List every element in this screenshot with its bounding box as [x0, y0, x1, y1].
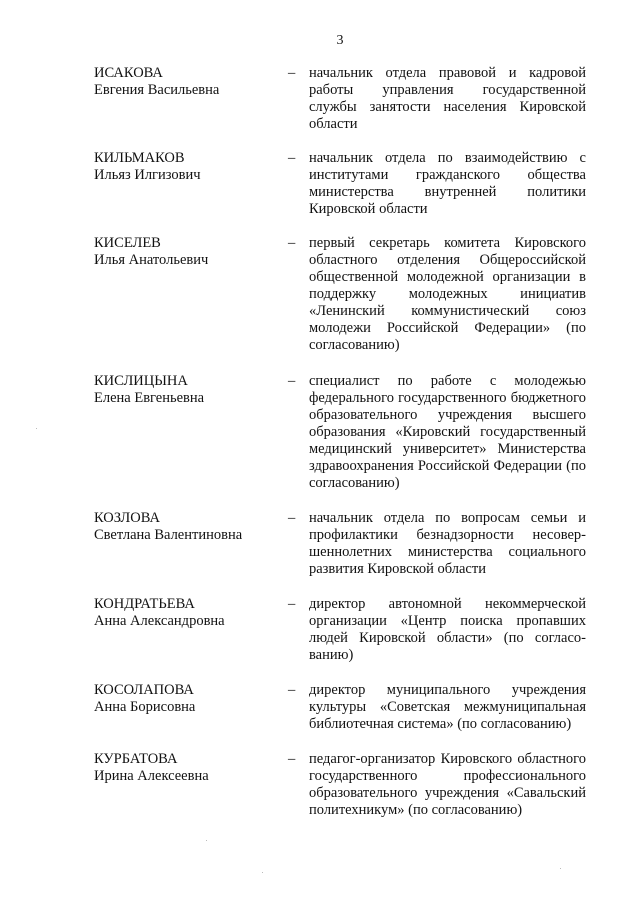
dash-separator: –: [288, 682, 296, 698]
member-name: [94, 682, 274, 716]
member-role: директор автономной некоммерческой организации «Центр поиска пропавших людей Кировской области» (по согласованию): [309, 596, 586, 663]
member-given-name: Елена Евгеньевна: [94, 390, 205, 406]
scan-speck: [560, 868, 561, 869]
member-surname: КИСЛИЦЫНА: [94, 373, 188, 389]
member-name: [94, 596, 274, 630]
member-role: начальник отдела по вопросам семьи и профилактики безнадзорности несовершеннолетних министерства социального развития Кировской области: [309, 510, 586, 577]
scan-speck: [36, 428, 37, 429]
member-surname: ИСАКОВА: [94, 65, 163, 81]
dash-separator: –: [288, 373, 296, 389]
member-role: начальник отдела правовой и кадровой работы управления государственной службы занятости населения Кировской области: [309, 65, 586, 132]
dash-separator: –: [288, 596, 296, 612]
dash-separator: –: [288, 65, 296, 81]
scan-speck: [206, 840, 207, 841]
member-surname: КИСЕЛЕВ: [94, 235, 161, 251]
page-number: 3: [336, 33, 344, 48]
member-surname: КОЗЛОВА: [94, 510, 160, 526]
member-given-name: Илья Анатольевич: [94, 252, 209, 268]
member-given-name: Светлана Валентиновна: [94, 527, 243, 543]
member-given-name: Анна Борисовна: [94, 699, 196, 715]
member-role: начальник отдела по взаимодействию с институтами гражданского общества министерства внутренней политики Кировской области: [309, 150, 586, 217]
member-name: [94, 150, 274, 184]
member-given-name: Анна Александровна: [94, 613, 225, 629]
member-name: [94, 751, 274, 785]
dash-separator: –: [288, 751, 296, 767]
member-name: [94, 373, 274, 407]
dash-separator: –: [288, 510, 296, 526]
member-name: [94, 235, 274, 269]
member-given-name: Евгения Васильевна: [94, 82, 220, 98]
member-name: [94, 65, 274, 99]
member-role: директор муниципального учреждения культуры «Советская межмуниципальная библиотечная система» (по согласованию): [309, 682, 586, 732]
member-role: специалист по работе с молодежью федерального государственного бюджетного образовательного учреждения высшего образования «Кировский государственный медицинский университет» Министерства здравоохранения Российской Федерации (по согласованию): [309, 373, 586, 491]
member-surname: КОСОЛАПОВА: [94, 682, 194, 698]
member-name: [94, 510, 274, 544]
member-role: педагог-организатор Кировского областного государственного профессионального образовательного учреждения «Савальский политехникум» (по согласованию): [309, 751, 586, 818]
member-given-name: Ильяз Илгизович: [94, 167, 201, 183]
dash-separator: –: [288, 235, 296, 251]
member-surname: КИЛЬМАКОВ: [94, 150, 185, 166]
dash-separator: –: [288, 150, 296, 166]
member-surname: КОНДРАТЬЕВА: [94, 596, 195, 612]
scan-speck: [262, 872, 263, 873]
member-given-name: Ирина Алексеевна: [94, 768, 209, 784]
member-surname: КУРБАТОВА: [94, 751, 178, 767]
member-role: первый секретарь комитета Кировского областного отделения Общероссийской общественной молодежной организации в поддержку молодежных инициатив «Ленинский коммунистический союз молодежи Российской Федерации» (по согласованию): [309, 235, 586, 353]
